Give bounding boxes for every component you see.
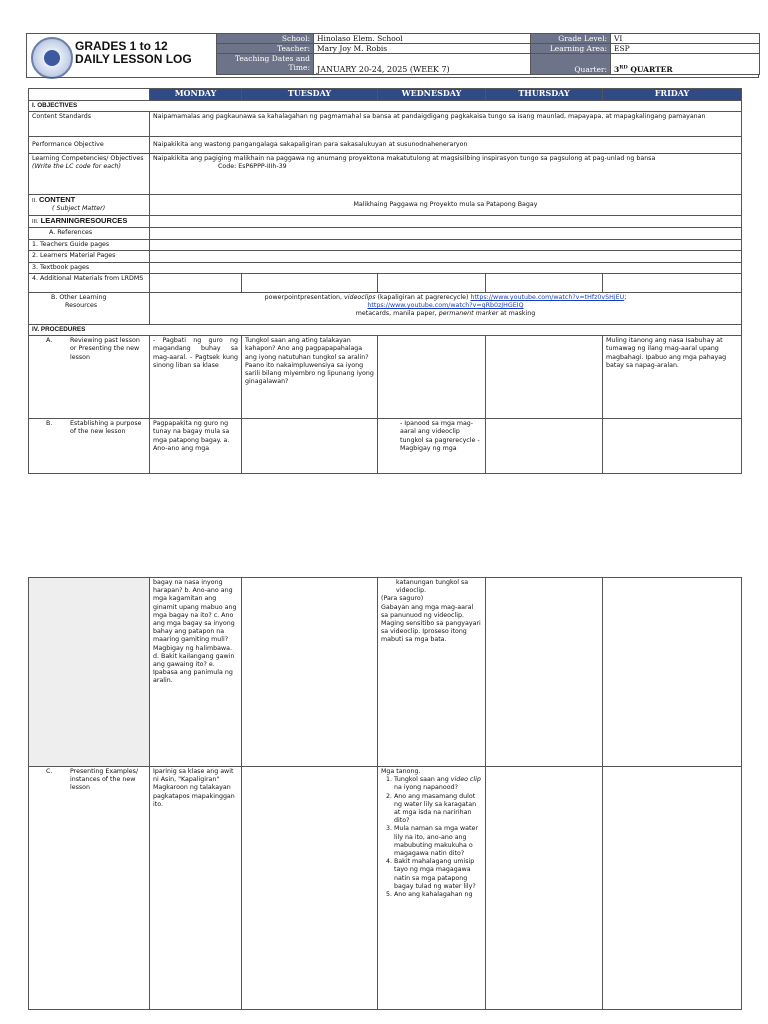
textbook-pages-blank	[150, 262, 742, 273]
proc-a-thursday	[486, 336, 603, 419]
proc-b-label	[29, 419, 150, 474]
title-grades: GRADES 1 to 12	[75, 39, 168, 53]
other-resources-topic: (kapaligiran at pagrerecycle)	[375, 294, 471, 302]
learning-area-label: Learning Area:	[531, 44, 611, 54]
proc-c-friday	[603, 767, 742, 1010]
resources-blank	[150, 216, 742, 228]
references-blank	[150, 228, 742, 239]
proc-a-tuesday: Tungkol saan ang ating talakayan kahapon? Ano ang pagpapapahalaga ang iyong natutuhan tungkol sa aralin? Paano ito nakaimpluwensiya sa iyong sarili bilang miyembro ng lipunang iyong ginagalawan?	[242, 336, 378, 419]
question-1-a: Tungkol saan ang	[394, 776, 451, 784]
question-5: 5. Ano ang kahalagahan ng	[394, 891, 482, 899]
content-subheading: ( Subject Matter)	[52, 205, 106, 213]
day-tuesday: TUESDAY	[242, 89, 378, 101]
references-label: A. References	[29, 228, 150, 239]
proc-b-friday	[603, 419, 742, 474]
proc-a-text: Reviewing past lesson or Presenting the new lesson	[70, 337, 140, 361]
resources-title: LEARNINGRESOURCES	[40, 216, 128, 226]
content-prefix: II.	[32, 198, 37, 205]
performance-objective-text: Naipakikita ang wastong pangangalaga sakapaligiran para sakasalukuyan at susunodnaheneraryon	[150, 137, 742, 154]
content-heading-cell	[29, 195, 150, 216]
proc-a-friday: Muling itanong ang nasa Isabuhay at tumawag ng ilang mag-aaral upang magbahagi. Ipabuo ang mga pahayag batay sa napag-aralan.	[603, 336, 742, 419]
lc-label-text: Learning Competencies/ Objectives	[32, 155, 144, 163]
proc-c-letter: C.	[46, 768, 53, 775]
proc-b-wednesday-continued	[378, 578, 486, 767]
day-friday: FRIDAY	[603, 89, 742, 101]
learning-competencies-text	[150, 154, 742, 195]
teaching-dates-label-line1: Teaching Dates and	[234, 54, 310, 63]
proc-c-monday: Iparinig sa klase ang awit ni Asin, "Kapaligiran" Magkaroon ng talakayan pagkatapos mapakinggan ito.	[150, 767, 242, 1010]
question-1	[394, 776, 482, 792]
learning-resources-heading	[29, 216, 150, 228]
lesson-log-table	[28, 88, 742, 474]
proc-b-letter: B.	[46, 420, 53, 428]
question-1-videoclip: video clip	[450, 776, 481, 784]
proc-c-wed-intro: Mga tanong.	[381, 768, 421, 775]
additional-materials-mon	[150, 274, 242, 293]
resources-prefix: III.	[32, 219, 39, 226]
proc-b-thursday	[486, 419, 603, 474]
youtube-link-2[interactable]: https://www.youtube.com/watch?v=gRb0zJHGEIQ	[367, 302, 524, 310]
performance-objective-label: Performance Objective	[29, 137, 150, 154]
quarter-number: 3	[614, 65, 620, 74]
proc-b-tuesday	[242, 419, 378, 474]
school-value: Hinolaso Elem. School	[314, 34, 531, 44]
other-resources-marker: permanent marker	[438, 310, 499, 318]
additional-materials-label: 4. Additional Materials from LRDMS	[29, 274, 150, 293]
other-resources-label-line2: Resources	[65, 302, 98, 310]
youtube-link-1[interactable]: https://www.youtube.com/watch?v=tHfz0vSHjEU	[470, 294, 625, 302]
question-3: 3. Mula naman sa mga water lily na ito, ano-ano ang mabubuting makukuha o magagawa natin dito?	[394, 825, 482, 858]
teacher-label: Teacher:	[217, 44, 314, 54]
textbook-pages-label: 3. Textbook pages	[29, 262, 150, 273]
quarter-label: Quarter:	[531, 54, 611, 75]
learning-area-value: ESP	[611, 44, 760, 54]
question-1-b: na iyong napanood?	[394, 784, 458, 792]
objectives-heading: I. OBJECTIVES	[29, 101, 742, 112]
proc-b-wed-cont-3: Gabayan ang mga mag-aaral sa panunuod ng videoclip. Maging sensitibo sa pangyayari sa videoclip. Iproseso itong mabuti sa mga bata.	[381, 603, 481, 644]
proc-b-monday: Pagpapakita ng guro ng tunay na bagay mula sa mga patapong bagay. a. Ano-ano ang mga	[150, 419, 242, 474]
lc-code: Code: EsP6PPP-IIIh-39	[218, 163, 287, 171]
additional-materials-wed	[378, 274, 486, 293]
quarter-value	[611, 54, 760, 75]
teaching-dates-label-line2: Time:	[288, 63, 310, 72]
additional-materials-fri	[603, 274, 742, 293]
other-resources-videoclips: videoclips	[344, 294, 376, 302]
proc-c-wednesday	[378, 767, 486, 1010]
proc-a-label	[29, 336, 150, 419]
proc-b-label-continued	[29, 578, 150, 767]
learning-competencies-label	[29, 154, 150, 195]
grade-level-value: VI	[611, 34, 760, 44]
other-resources-metacards: metacards, manila paper,	[355, 310, 439, 318]
teacher-value: Mary Joy M. Robis	[314, 44, 531, 54]
day-wednesday: WEDNESDAY	[378, 89, 486, 101]
content-standards-text: Naipamamalas ang pagkaunawa sa kahalagahan ng pagmamahal sa bansa at pandaigdigang pagkakaisa tungo sa isang maunlad, mapayapa, at mapagkalingang pamayanan	[150, 112, 742, 137]
content-standards-label: Content Standards	[29, 112, 150, 137]
proc-c-text: Presenting Examples/ instances of the new lesson	[70, 768, 139, 792]
day-header-blank	[29, 89, 150, 101]
grade-level-label: Grade Level:	[531, 34, 611, 44]
lesson-log-table-continued	[28, 577, 742, 1010]
procedures-heading: IV. PROCEDURES	[29, 325, 742, 336]
other-resources-ppt: powerpointpresentation,	[264, 294, 345, 302]
proc-a-wednesday	[378, 336, 486, 419]
question-4: 4. Bakit mahalagang umisip tayo ng mga magagawa natin sa mga patapong bagay tulad ng water lily?	[394, 858, 482, 891]
teaching-dates-value: JANUARY 20-24, 2025 (WEEK 7)	[314, 54, 531, 75]
proc-b-friday-continued	[603, 578, 742, 767]
proc-b-text: Establishing a purpose of the new lesson	[70, 420, 142, 436]
teachers-guide-label: 1. Teachers Guide pages	[29, 239, 150, 250]
proc-c-tuesday	[242, 767, 378, 1010]
proc-b-tuesday-continued	[242, 578, 378, 767]
proc-b-wed-cont-1: katanungan tungkol sa videoclip.	[396, 579, 469, 595]
other-resources-text	[150, 293, 742, 325]
day-header-row	[29, 89, 742, 101]
school-label: School:	[217, 34, 314, 44]
link-separator: ;	[624, 294, 627, 302]
day-thursday: THURSDAY	[486, 89, 603, 101]
other-resources-label	[29, 293, 150, 325]
other-resources-masking: at masking	[498, 310, 536, 318]
proc-b-wednesday: - Ipanood sa mga mag-aaral ang videoclip tungkol sa pagrerecycle - Magbigay ng mga	[378, 419, 486, 474]
proc-c-thursday	[486, 767, 603, 1010]
content-text: Malikhaing Paggawa ng Proyekto mula sa Patapong Bagay	[150, 195, 742, 216]
proc-b-monday-continued: bagay na nasa inyong harapan? b. Ano-ano ang mga kagamitan ang ginamit upang mabuo ang mga bagay na ito? c. Ano ang mga bagay sa inyong bahay ang patapon na maaring gamiting muli? Magbigay ng halimbawa. d. Bakit kailangang gawin ang gawaing ito? e. Ipabasa ang panimula ng aralin.	[150, 578, 242, 767]
proc-b-thursday-continued	[486, 578, 603, 767]
proc-a-letter: A.	[46, 337, 53, 345]
quarter-suffix: RD	[619, 64, 628, 71]
learners-material-label: 2. Learners Material Pages	[29, 250, 150, 262]
other-resources-label-line1: B. Other Learning	[51, 294, 107, 302]
teachers-guide-blank	[150, 239, 742, 250]
teaching-dates-label	[217, 54, 314, 75]
additional-materials-thu	[486, 274, 603, 293]
additional-materials-tue	[242, 274, 378, 293]
day-monday: MONDAY	[150, 89, 242, 101]
proc-a-monday: - Pagbati ng guro ng magandang buhay sa mag-aaral. - Pagtsek kung sinong liban sa klase	[150, 336, 242, 419]
quarter-text: QUARTER	[627, 65, 673, 74]
lc-text: Naipakikita ang pagiging malikhain na paggawa ng anumang proyektona makatutulong at magsisilbing inspirasyon tungo sa pagsulong at pag-unlad ng bansa	[153, 155, 656, 163]
header-info-table	[216, 33, 760, 75]
title-daily-lesson-log: DAILY LESSON LOG	[75, 52, 192, 66]
question-2: 2. Ano ang masamang dulot ng water lily sa karagatan at mga isda na naririhan dito?	[394, 793, 482, 826]
proc-c-question-list	[381, 776, 482, 899]
content-heading: CONTENT	[39, 195, 76, 205]
proc-b-wed-cont-2: (Para saguro)	[381, 595, 424, 603]
lc-note: (Write the LC code for each)	[32, 163, 121, 171]
learners-material-blank	[150, 250, 742, 262]
proc-c-label	[29, 767, 150, 1010]
